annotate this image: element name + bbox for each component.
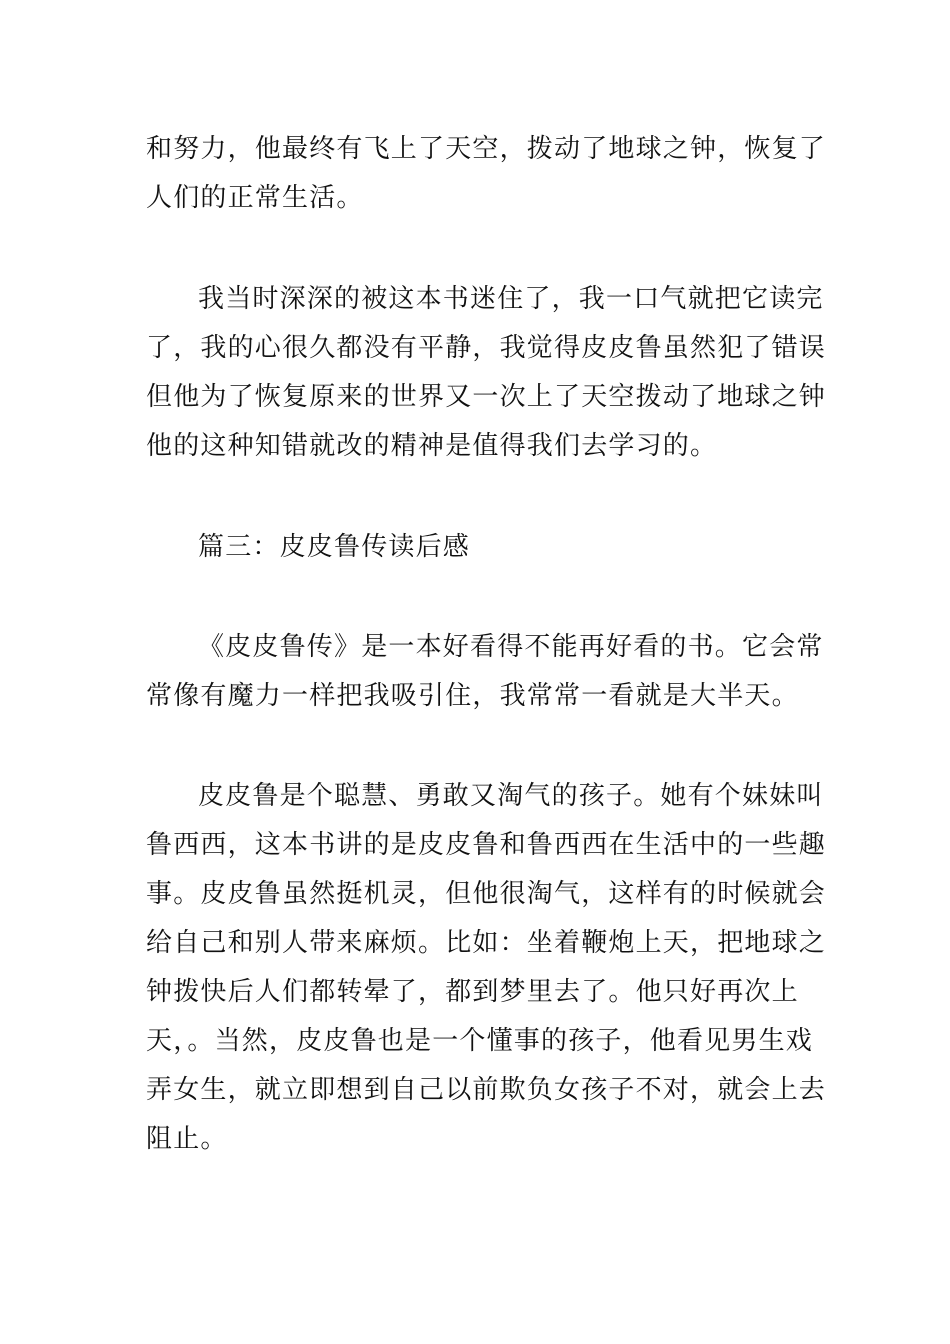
text-line: 了，我的心很久都没有平静，我觉得皮皮鲁虽然犯了错误 — [146, 333, 827, 363]
paragraph-intro — [146, 623, 824, 721]
paragraph-continuation — [146, 125, 827, 223]
text-line: 我当时深深的被这本书迷住了，我一口气就把它读完 — [198, 284, 824, 314]
text-line: 天，。当然，皮皮鲁也是一个懂事的孩子，他看见男生戏 — [146, 1026, 814, 1056]
text-line: 常像有魔力一样把我吸引住，我常常一看就是大半天。 — [146, 681, 799, 711]
text-line: 事。皮皮鲁虽然挺机灵，但他很淘气，这样有的时候就会 — [146, 879, 827, 909]
text-line: 皮皮鲁是个聪慧、勇敢又淘气的孩子。她有个妹妹叫 — [198, 781, 824, 811]
heading-line: 篇三：皮皮鲁传读后感 — [198, 532, 471, 562]
text-line: 但他为了恢复原来的世界又一次上了天空拨动了地球之钟 — [146, 382, 827, 412]
paragraph-reflection — [146, 275, 827, 471]
text-line: 他的这种知错就改的精神是值得我们去学习的。 — [146, 431, 718, 461]
text-line: 鲁西西，这本书讲的是皮皮鲁和鲁西西在生活中的一些趣 — [146, 830, 827, 860]
text-line: 人们的正常生活。 — [146, 183, 364, 213]
text-line: 阻止。 — [146, 1124, 228, 1154]
text-line: 弄女生，就立即想到自己以前欺负女孩子不对，就会上去 — [146, 1075, 827, 1105]
paragraph-body — [146, 772, 827, 1164]
text-line: 和努力，他最终有飞上了天空，拨动了地球之钟，恢复了 — [146, 134, 827, 164]
section-heading — [146, 523, 810, 572]
text-line: 给自己和别人带来麻烦。比如：坐着鞭炮上天，把地球之 — [146, 928, 827, 958]
text-line: 《皮皮鲁传》是一本好看得不能再好看的书。它会常 — [198, 632, 824, 662]
text-line: 钟拨快后人们都转晕了，都到梦里去了。他只好再次上 — [146, 977, 799, 1007]
